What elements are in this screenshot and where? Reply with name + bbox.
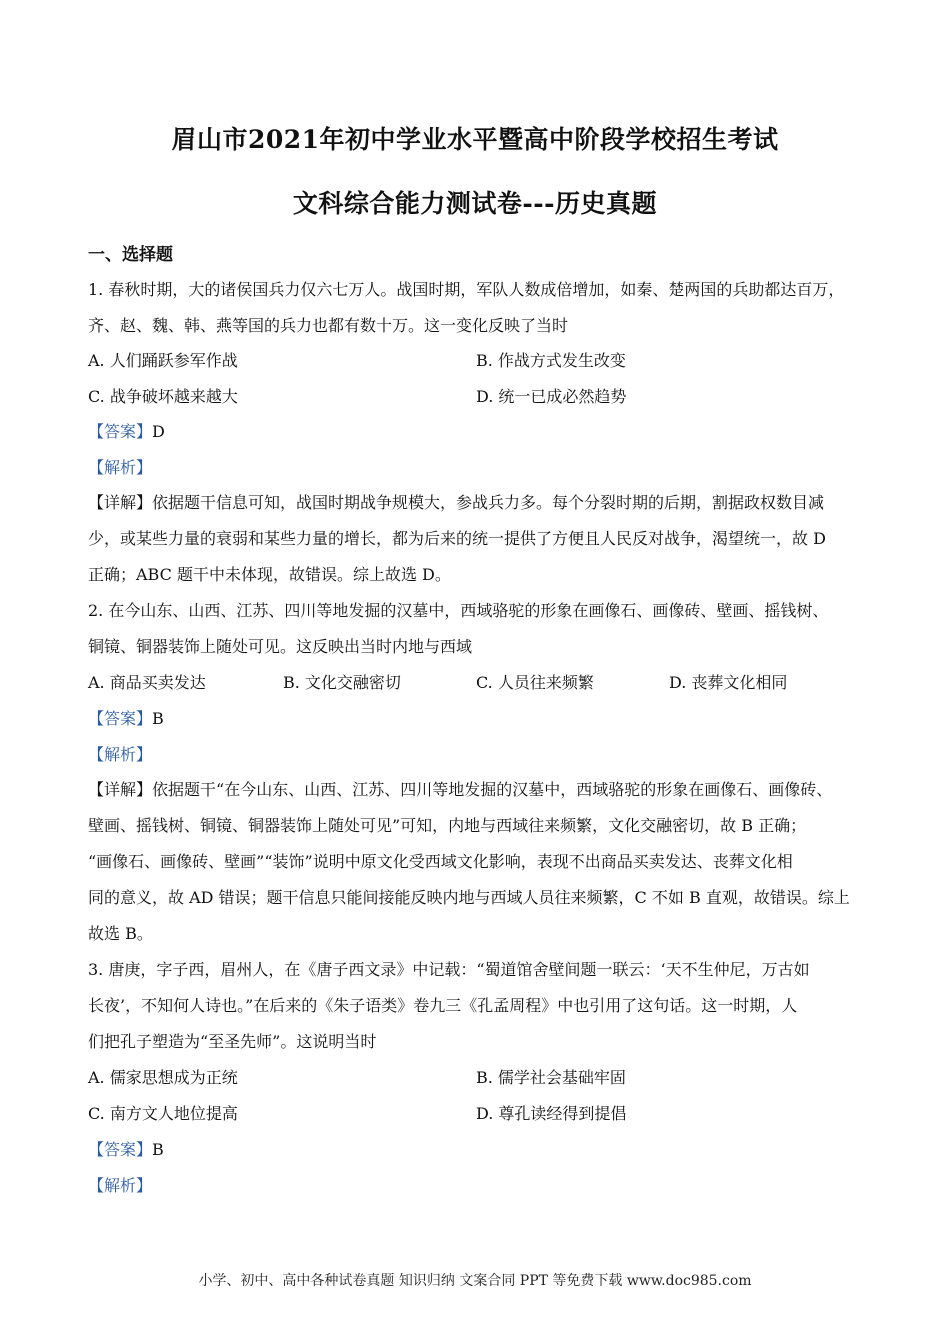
q2-analysis-tag: 【解析】 — [88, 745, 153, 764]
q1-analysis-tag: 【解析】 — [88, 458, 153, 477]
q2-detail-line2: 壁画、摇钱树、铜镜、铜器装饰上随处可见”可知，内地与西域往来频繁，文化交融密切，故 B 正确； — [88, 816, 807, 835]
detail-tag: 【详解】 — [88, 780, 153, 799]
q1-option-d: D. 统一已成必然趋势 — [476, 387, 627, 406]
q2-stem-line1: 2. 在今山东、山西、江苏、四川等地发掘的汉墓中，西域骆驼的形象在画像石、画像砖、壁画、摇钱树、 — [88, 601, 829, 620]
answer-tag: 【答案】 — [88, 1140, 153, 1159]
q2-detail-line4: 同的意义，故 AD 错误；题干信息只能间接能反映内地与西域人员往来频繁，C 不如 B 直观，故错误。综上 — [88, 888, 850, 907]
q1-stem-line1: 1. 春秋时期，大的诸侯国兵力仅六七万人。战国时期，军队人数成倍增加，如秦、楚两国的兵助都达百万， — [88, 280, 845, 299]
page-title-line1: 眉山市2021年初中学业水平暨高中阶段学校招生考试 — [171, 125, 779, 154]
q1-answer-value: D — [152, 422, 165, 441]
q3-option-d: D. 尊孔读经得到提倡 — [476, 1104, 627, 1123]
section-heading: 一、选择题 — [88, 245, 173, 265]
page-footer: 小学、初中、高中各种试卷真题 知识归纳 文案合同 PPT 等免费下载 www.doc985.com — [198, 1273, 752, 1289]
q2-option-d: D. 丧葬文化相同 — [669, 673, 788, 692]
q1-detail-line1: 【详解】依据题干信息可知，战国时期战争规模大，参战兵力多。每个分裂时期的后期，割据政权数目减 — [88, 493, 825, 512]
q3-analysis-tag: 【解析】 — [88, 1176, 153, 1195]
q2-detail-line3: “画像石、画像砖、壁画”“装饰”说明中原文化受西域文化影响，表现不出商品买卖发达、丧葬文化相 — [88, 852, 793, 871]
q1-option-b: B. 作战方式发生改变 — [476, 351, 626, 370]
q2-stem-line2: 铜镜、铜器装饰上随处可见。这反映出当时内地与西域 — [88, 637, 473, 656]
q1-detail-line2: 少，或某些力量的衰弱和某些力量的增长，都为后来的统一提供了方便且人民反对战争，渴望统一，故 D — [88, 529, 826, 548]
q3-option-a: A. 儒家思想成为正统 — [88, 1068, 238, 1087]
q2-answer — [88, 706, 164, 729]
answer-tag: 【答案】 — [88, 422, 153, 441]
page-title-line2: 文科综合能力测试卷---历史真题 — [292, 189, 658, 218]
q2-option-c: C. 人员往来频繁 — [476, 673, 594, 692]
q3-option-c: C. 南方文人地位提高 — [88, 1104, 238, 1123]
answer-tag: 【答案】 — [88, 709, 153, 728]
q3-stem-line2: 长夜’，不知何人诗也。”在后来的《朱子语类》卷九三《孔孟周程》中也引用了这句话。这一时期，人 — [88, 996, 798, 1015]
q3-option-b: B. 儒学社会基础牢固 — [476, 1068, 626, 1087]
detail-tag: 【详解】 — [88, 493, 153, 512]
q3-answer — [88, 1137, 164, 1160]
q2-detail-line5: 故选 B。 — [88, 924, 153, 943]
q3-answer-value: B — [152, 1140, 164, 1159]
q2-option-b: B. 文化交融密切 — [283, 673, 401, 692]
q1-option-c: C. 战争破坏越来越大 — [88, 387, 238, 406]
q1-option-a: A. 人们踊跃参军作战 — [88, 351, 238, 370]
q2-option-a: A. 商品买卖发达 — [88, 673, 206, 692]
q2-answer-value: B — [152, 709, 164, 728]
q2-detail-line1: 【详解】依据题干“在今山东、山西、江苏、四川等地发掘的汉墓中，西域骆驼的形象在画像石、画像砖、 — [88, 780, 833, 799]
q1-detail-line3: 正确；ABC 题干中未体现，故错误。综上故选 D。 — [88, 565, 451, 584]
q3-stem-line3: 们把孔子塑造为“至圣先师”。这说明当时 — [88, 1032, 377, 1051]
q3-stem-line1: 3. 唐庚，字子西，眉州人，在《唐子西文录》中记载：“蜀道馆舍壁间题一联云：‘天不生仲尼，万古如 — [88, 960, 810, 979]
q1-stem-line2: 齐、赵、魏、韩、燕等国的兵力也都有数十万。这一变化反映了当时 — [88, 316, 569, 335]
q1-answer — [88, 419, 165, 442]
